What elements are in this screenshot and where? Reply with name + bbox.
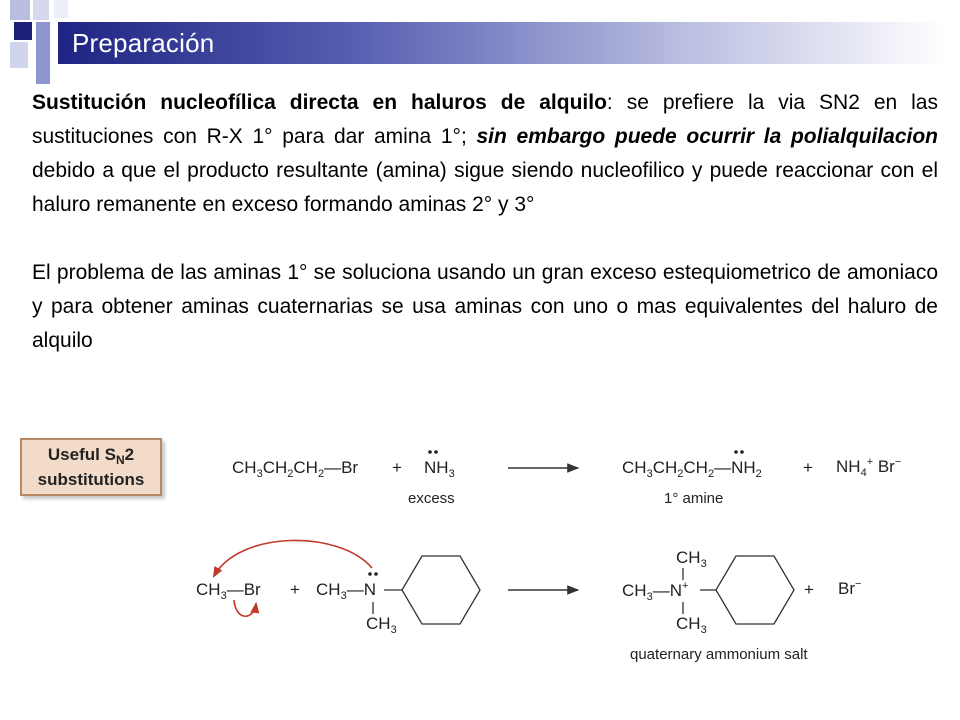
bold-italic-text: sin embargo puede ocurrir la polialquilacion	[476, 125, 938, 148]
lone-pair-dot	[368, 572, 372, 576]
plus-sign: +	[290, 580, 300, 599]
lone-pair-dot	[740, 450, 744, 454]
methyl-group: $CH_3$	[676, 548, 707, 570]
propyl-bromide: $CH_3CH_2CH_2—Br$	[232, 458, 359, 480]
paragraph-2: El problema de las aminas 1° se soluciona usando un gran exceso estequiometrico de amoniaco y para obtener aminas cuaternarias se usa aminas con uno o mas equivalentes del haluro de alquilo	[32, 261, 938, 352]
quaternary-salt-label: quaternary ammonium salt	[630, 646, 808, 663]
badge-line-2: substitutions	[37, 470, 145, 489]
propylamine: $CH_3CH_2CH_2—NH_2$	[622, 458, 762, 480]
excess-label: excess	[408, 490, 455, 507]
plus-sign: +	[392, 458, 402, 477]
methyl-group: $CH_3$	[676, 614, 707, 636]
curved-arrow	[234, 600, 256, 616]
lone-pair-dot	[428, 450, 432, 454]
lone-pair-dot	[374, 572, 378, 576]
plus-sign: +	[803, 458, 813, 477]
primary-amine-label: 1° amine	[664, 490, 724, 507]
ammonia: $NH_3$	[424, 458, 455, 480]
lone-pair-dot	[734, 450, 738, 454]
bromide-ion: Br−	[838, 578, 862, 598]
methyl-group: $CH_3—N^+$	[622, 580, 689, 603]
plus-sign: +	[804, 580, 814, 599]
methyl-group: $CH_3$	[366, 614, 397, 636]
curved-arrow	[214, 540, 372, 576]
paragraph-1-text-b: debido a que el producto resultante (amina) sigue siendo nucleofilico y puede reaccionar con el haluro remanente en exceso formando aminas 2° y 3°	[32, 159, 938, 216]
paragraph-1-text-a: : se prefiere la via SN2 en las sustituciones con R-X 1° para dar amina 1°;	[32, 91, 938, 148]
page-title: Preparación	[72, 28, 215, 58]
cyclohexane-ring	[402, 556, 480, 624]
ammonium-bromide: $NH_4^+$ Br−	[836, 456, 902, 479]
methyl-bromide: $CH_3—Br$	[196, 580, 261, 602]
lone-pair-dot	[434, 450, 438, 454]
lead-bold-text: Sustitución nucleofílica directa en haluros de alquilo	[32, 91, 607, 114]
badge-line-1: Useful $S_N2$	[47, 445, 135, 467]
methyl-group: $CH_3—N$	[316, 580, 376, 602]
cyclohexane-ring	[716, 556, 794, 624]
